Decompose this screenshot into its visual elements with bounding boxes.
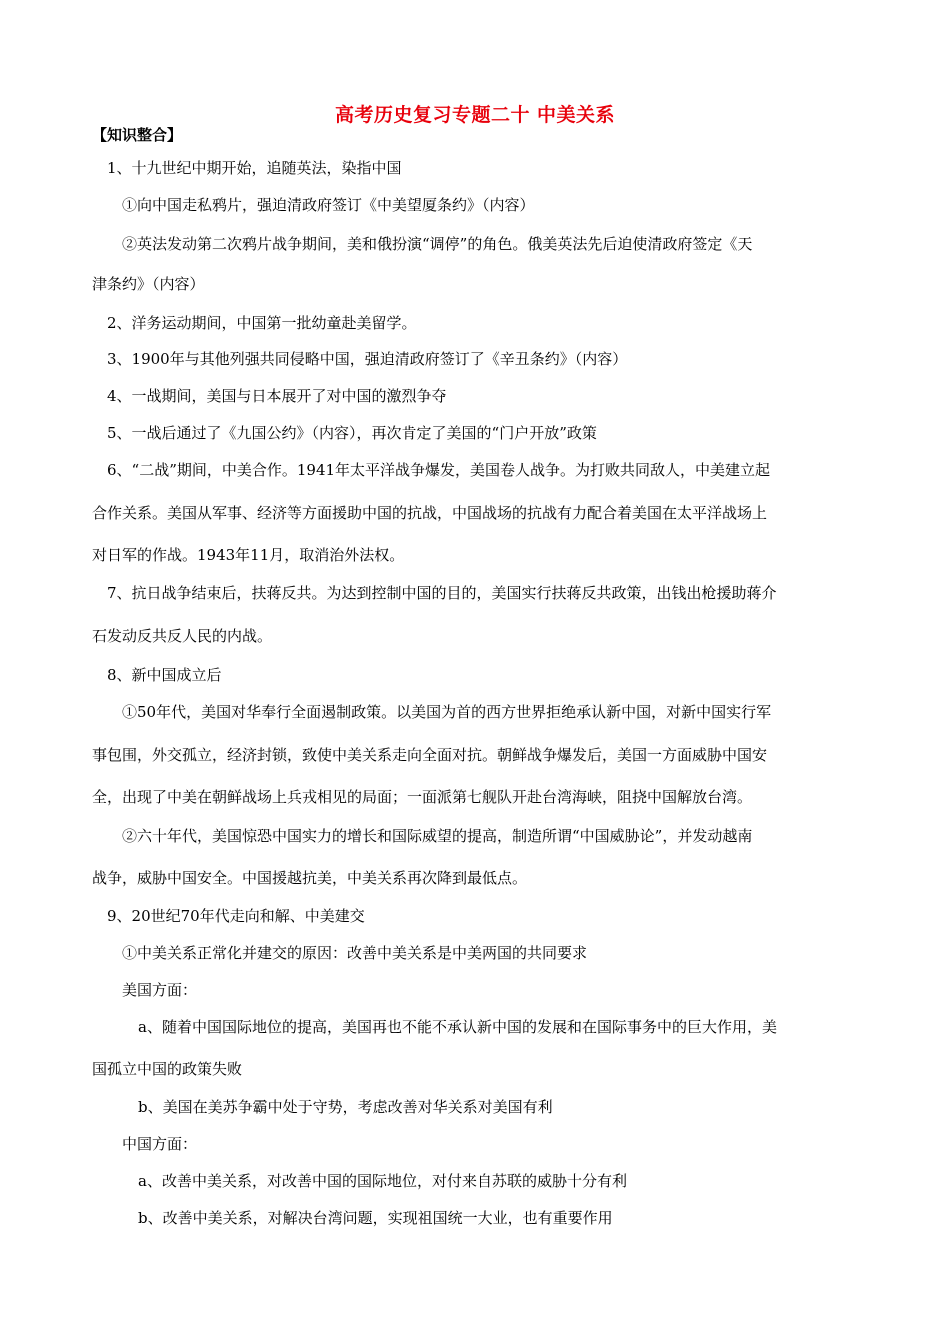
- text-line: 战争，威胁中国安全。中国援越抗美，中美关系再次降到最低点。: [92, 869, 528, 887]
- text-line: 4、一战期间，美国与日本展开了对中国的激烈争夺: [107, 387, 447, 405]
- text-line: 8、新中国成立后: [107, 666, 222, 684]
- text-line: b、美国在美苏争霸中处于守势，考虑改善对华关系对美国有利: [138, 1098, 553, 1116]
- text-line: 3、1900年与其他列强共同侵略中国，强迫清政府签订了《辛丑条约》（内容）: [107, 350, 628, 368]
- text-line: 中国方面：: [122, 1135, 198, 1153]
- text-line: 1、十九世纪中期开始，追随英法，染指中国: [107, 159, 402, 177]
- text-line: 石发动反共反人民的内战。: [92, 627, 273, 645]
- text-line: 合作关系。美国从军事、经济等方面援助中国的抗战，中国战场的抗战有力配合着美国在太平洋战场上: [92, 504, 768, 522]
- text-line: 6、“二战”期间，中美合作。1941年太平洋战争爆发，美国卷人战争。为打败共同敌人，中美建立起: [107, 461, 771, 479]
- text-line: 国孤立中国的政策失败: [92, 1060, 243, 1078]
- text-line: 全，出现了中美在朝鲜战场上兵戎相见的局面；一面派第七舰队开赴台湾海峡，阻挠中国解放台湾。: [92, 788, 753, 806]
- text-line: ①向中国走私鸦片，强迫清政府签订《中美望厦条约》（内容）: [122, 196, 535, 214]
- text-line: 5、一战后通过了《九国公约》（内容），再次肯定了美国的“门户开放”政策: [107, 424, 597, 442]
- text-line: b、改善中美关系，对解决台湾问题，实现祖国统一大业，也有重要作用: [138, 1209, 613, 1227]
- text-line: 津条约》（内容）: [92, 275, 205, 293]
- text-line: ①中美关系正常化并建交的原因：改善中美关系是中美两国的共同要求: [122, 944, 588, 962]
- text-line: a、改善中美关系，对改善中国的国际地位，对付来自苏联的威胁十分有利: [138, 1172, 627, 1190]
- text-line: 事包围，外交孤立，经济封锁，致使中美关系走向全面对抗。朝鲜战争爆发后，美国一方面威胁中国安: [92, 746, 768, 764]
- text-line: ②英法发动第二次鸦片战争期间，美和俄扮演“调停”的角色。俄美英法先后迫使清政府签定《天: [122, 235, 753, 253]
- text-line: 对日军的作战。1943年11月，取消治外法权。: [92, 546, 405, 564]
- section-heading: 【知识整合】: [92, 126, 183, 144]
- text-line: a、随着中国国际地位的提高，美国再也不能不承认新中国的发展和在国际事务中的巨大作用，美: [138, 1018, 777, 1036]
- page-title: 高考历史复习专题二十 中美关系: [334, 104, 616, 126]
- text-line: 美国方面：: [122, 981, 198, 999]
- text-line: 2、洋务运动期间，中国第一批幼童赴美留学。: [107, 314, 417, 332]
- text-line: 9、20世纪70年代走向和解、中美建交: [107, 907, 365, 925]
- text-line: 7、抗日战争结束后，扶蒋反共。为达到控制中国的目的，美国实行扶蒋反共政策，出钱出枪援助蒋介: [107, 584, 777, 602]
- text-line: ①50年代，美国对华奉行全面遏制政策。以美国为首的西方世界拒绝承认新中国，对新中国实行军: [122, 703, 772, 721]
- text-line: ②六十年代，美国惊恐中国实力的增长和国际威望的提高，制造所谓“中国威胁论”，并发动越南: [122, 827, 753, 845]
